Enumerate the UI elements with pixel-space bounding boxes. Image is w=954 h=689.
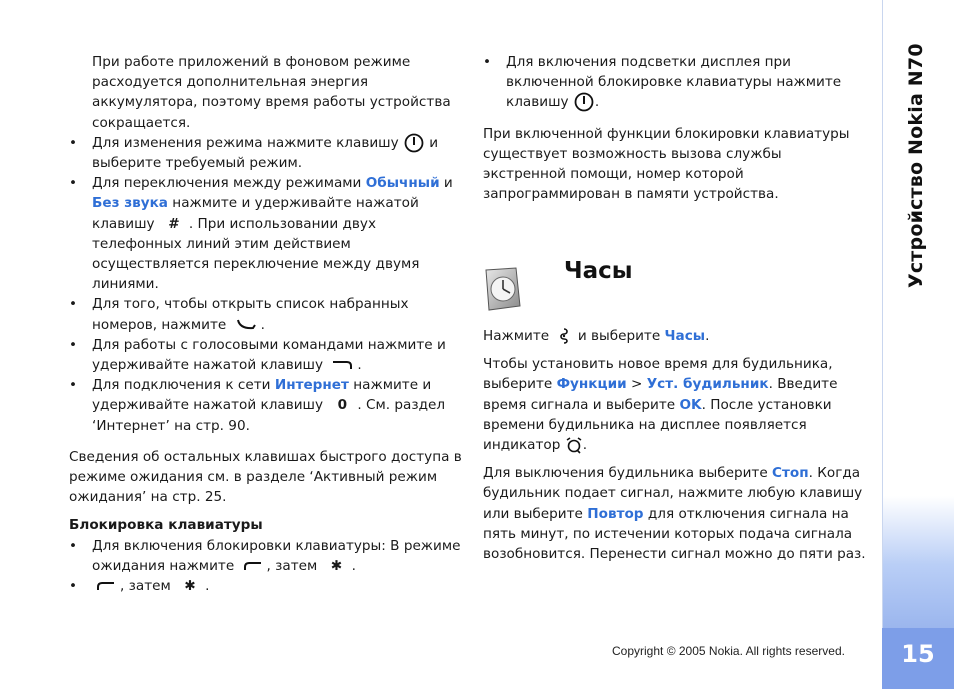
left-selection-key-icon xyxy=(239,558,267,574)
text: и выберите xyxy=(573,328,665,344)
emergency-note: При включенной функции блокировки клавиатуры существует возможность вызова службы экстренной помощи, номер которой запрограммирован в памяти устройства. xyxy=(483,125,850,203)
section-title: Часы xyxy=(564,258,633,284)
list-item xyxy=(69,173,464,294)
text: . xyxy=(594,94,600,111)
text: нажмите и удерживайте нажатой клавишу xyxy=(92,195,419,232)
page-number: 15 xyxy=(901,640,935,668)
list-item xyxy=(69,133,464,173)
clock-section-heading xyxy=(483,256,868,316)
text: Нажмите xyxy=(483,328,554,344)
text: . При использовании двух телефонных линий этим действием осуществляется переключение между двумя линиями. xyxy=(92,215,420,293)
text: Для подключения к сети xyxy=(92,377,275,394)
text: Для работы с голосовыми командами нажмите и удерживайте нажатой клавишу xyxy=(92,336,446,374)
text: Чтобы установить новое время для будильника, выберите xyxy=(483,356,833,393)
keyword-silent: Без звука xyxy=(92,195,168,212)
battery-note: При работе приложений в фоновом режиме расходуется дополнительная энергия аккумулятора, поэтому время работы устройства сокращается. xyxy=(92,54,451,131)
text: нажмите и удерживайте нажатой клавишу xyxy=(92,377,432,414)
text: . xyxy=(260,316,265,333)
left-column xyxy=(69,52,464,596)
keyword-options: Функции xyxy=(556,376,627,393)
keyword-ok: OK xyxy=(679,396,702,413)
text: Для переключения между режимами xyxy=(92,175,366,192)
text: . xyxy=(205,578,210,595)
text: , затем xyxy=(266,557,322,574)
chapter-title: Устройство Nokia N70 xyxy=(905,43,927,288)
keyword-stop: Стоп xyxy=(772,465,809,482)
left-selection-key-icon xyxy=(92,578,120,594)
text: Для выключения будильника выберите xyxy=(483,465,773,482)
star-key-icon: ✱ xyxy=(330,557,343,574)
right-selection-key-icon xyxy=(327,357,357,373)
keyword-set-alarm: Уст. будильник xyxy=(646,376,769,393)
power-key-icon xyxy=(403,133,425,153)
text: . Когда будильник подает сигнал, нажмите любую клавишу или выберите xyxy=(483,465,863,522)
text: Для включения блокировки клавиатуры: В режиме ожидания нажмите xyxy=(92,537,461,574)
power-key-icon xyxy=(573,92,595,112)
clock-open-text xyxy=(483,326,868,346)
call-key-icon xyxy=(231,317,261,333)
text: > xyxy=(626,376,647,393)
keyword-internet: Интернет xyxy=(274,377,349,394)
copyright-notice: Copyright © 2005 Nokia. All rights reserved. xyxy=(612,644,845,658)
text: Для того, чтобы открыть список набранных номеров, нажмите xyxy=(92,296,409,333)
alarm-indicator-icon xyxy=(565,436,583,454)
alarm-stop-text xyxy=(483,463,868,564)
star-key-icon: ✱ xyxy=(184,578,196,595)
text: для отключения сигнала на пять минут, по истечении которых подача сигнала возобновится. Перенести сигнал можно до пяти раз. xyxy=(483,505,866,563)
text: и выберите требуемый режим. xyxy=(92,134,439,172)
keyword-snooze: Повтор xyxy=(587,505,644,522)
list-item xyxy=(483,52,868,113)
list-item xyxy=(69,335,464,375)
page-number-box xyxy=(882,628,954,689)
text: . После установки времени будильника на дисплее появляется индикатор xyxy=(483,396,832,454)
list-item xyxy=(69,536,464,576)
hash-key-icon: # xyxy=(168,215,180,232)
zero-key-icon: 0 xyxy=(337,397,348,414)
text: , затем xyxy=(120,578,176,595)
menu-key-icon xyxy=(554,327,574,345)
alarm-set-text xyxy=(483,354,868,455)
text: Для включения подсветки дисплея при включенной блокировке клавиатуры нажмите клавишу xyxy=(506,54,842,111)
clock-icon xyxy=(483,266,523,312)
list-item xyxy=(69,294,464,334)
text: . xyxy=(357,357,362,374)
text: Для изменения режима нажмите клавишу xyxy=(92,134,403,151)
text: . xyxy=(582,437,588,454)
text: и xyxy=(439,175,453,192)
text: . xyxy=(351,557,356,574)
text: . xyxy=(705,328,710,344)
right-column xyxy=(483,52,868,204)
keyword-clock: Часы xyxy=(664,328,706,344)
keyword-normal: Обычный xyxy=(365,175,440,192)
list-item xyxy=(69,576,464,596)
text: . См. раздел ‘Интернет’ на стр. 90. xyxy=(92,397,446,434)
keyguard-heading: Блокировка клавиатуры xyxy=(69,517,263,534)
list-item xyxy=(69,375,464,436)
text: . Введите время сигнала и выберите xyxy=(483,376,838,413)
shortcuts-note: Сведения об остальных клавишах быстрого доступа в режиме ожидания см. в разделе ‘Активный режим ожидания’ на стр. 25. xyxy=(69,448,462,506)
clock-section-body xyxy=(483,326,868,564)
